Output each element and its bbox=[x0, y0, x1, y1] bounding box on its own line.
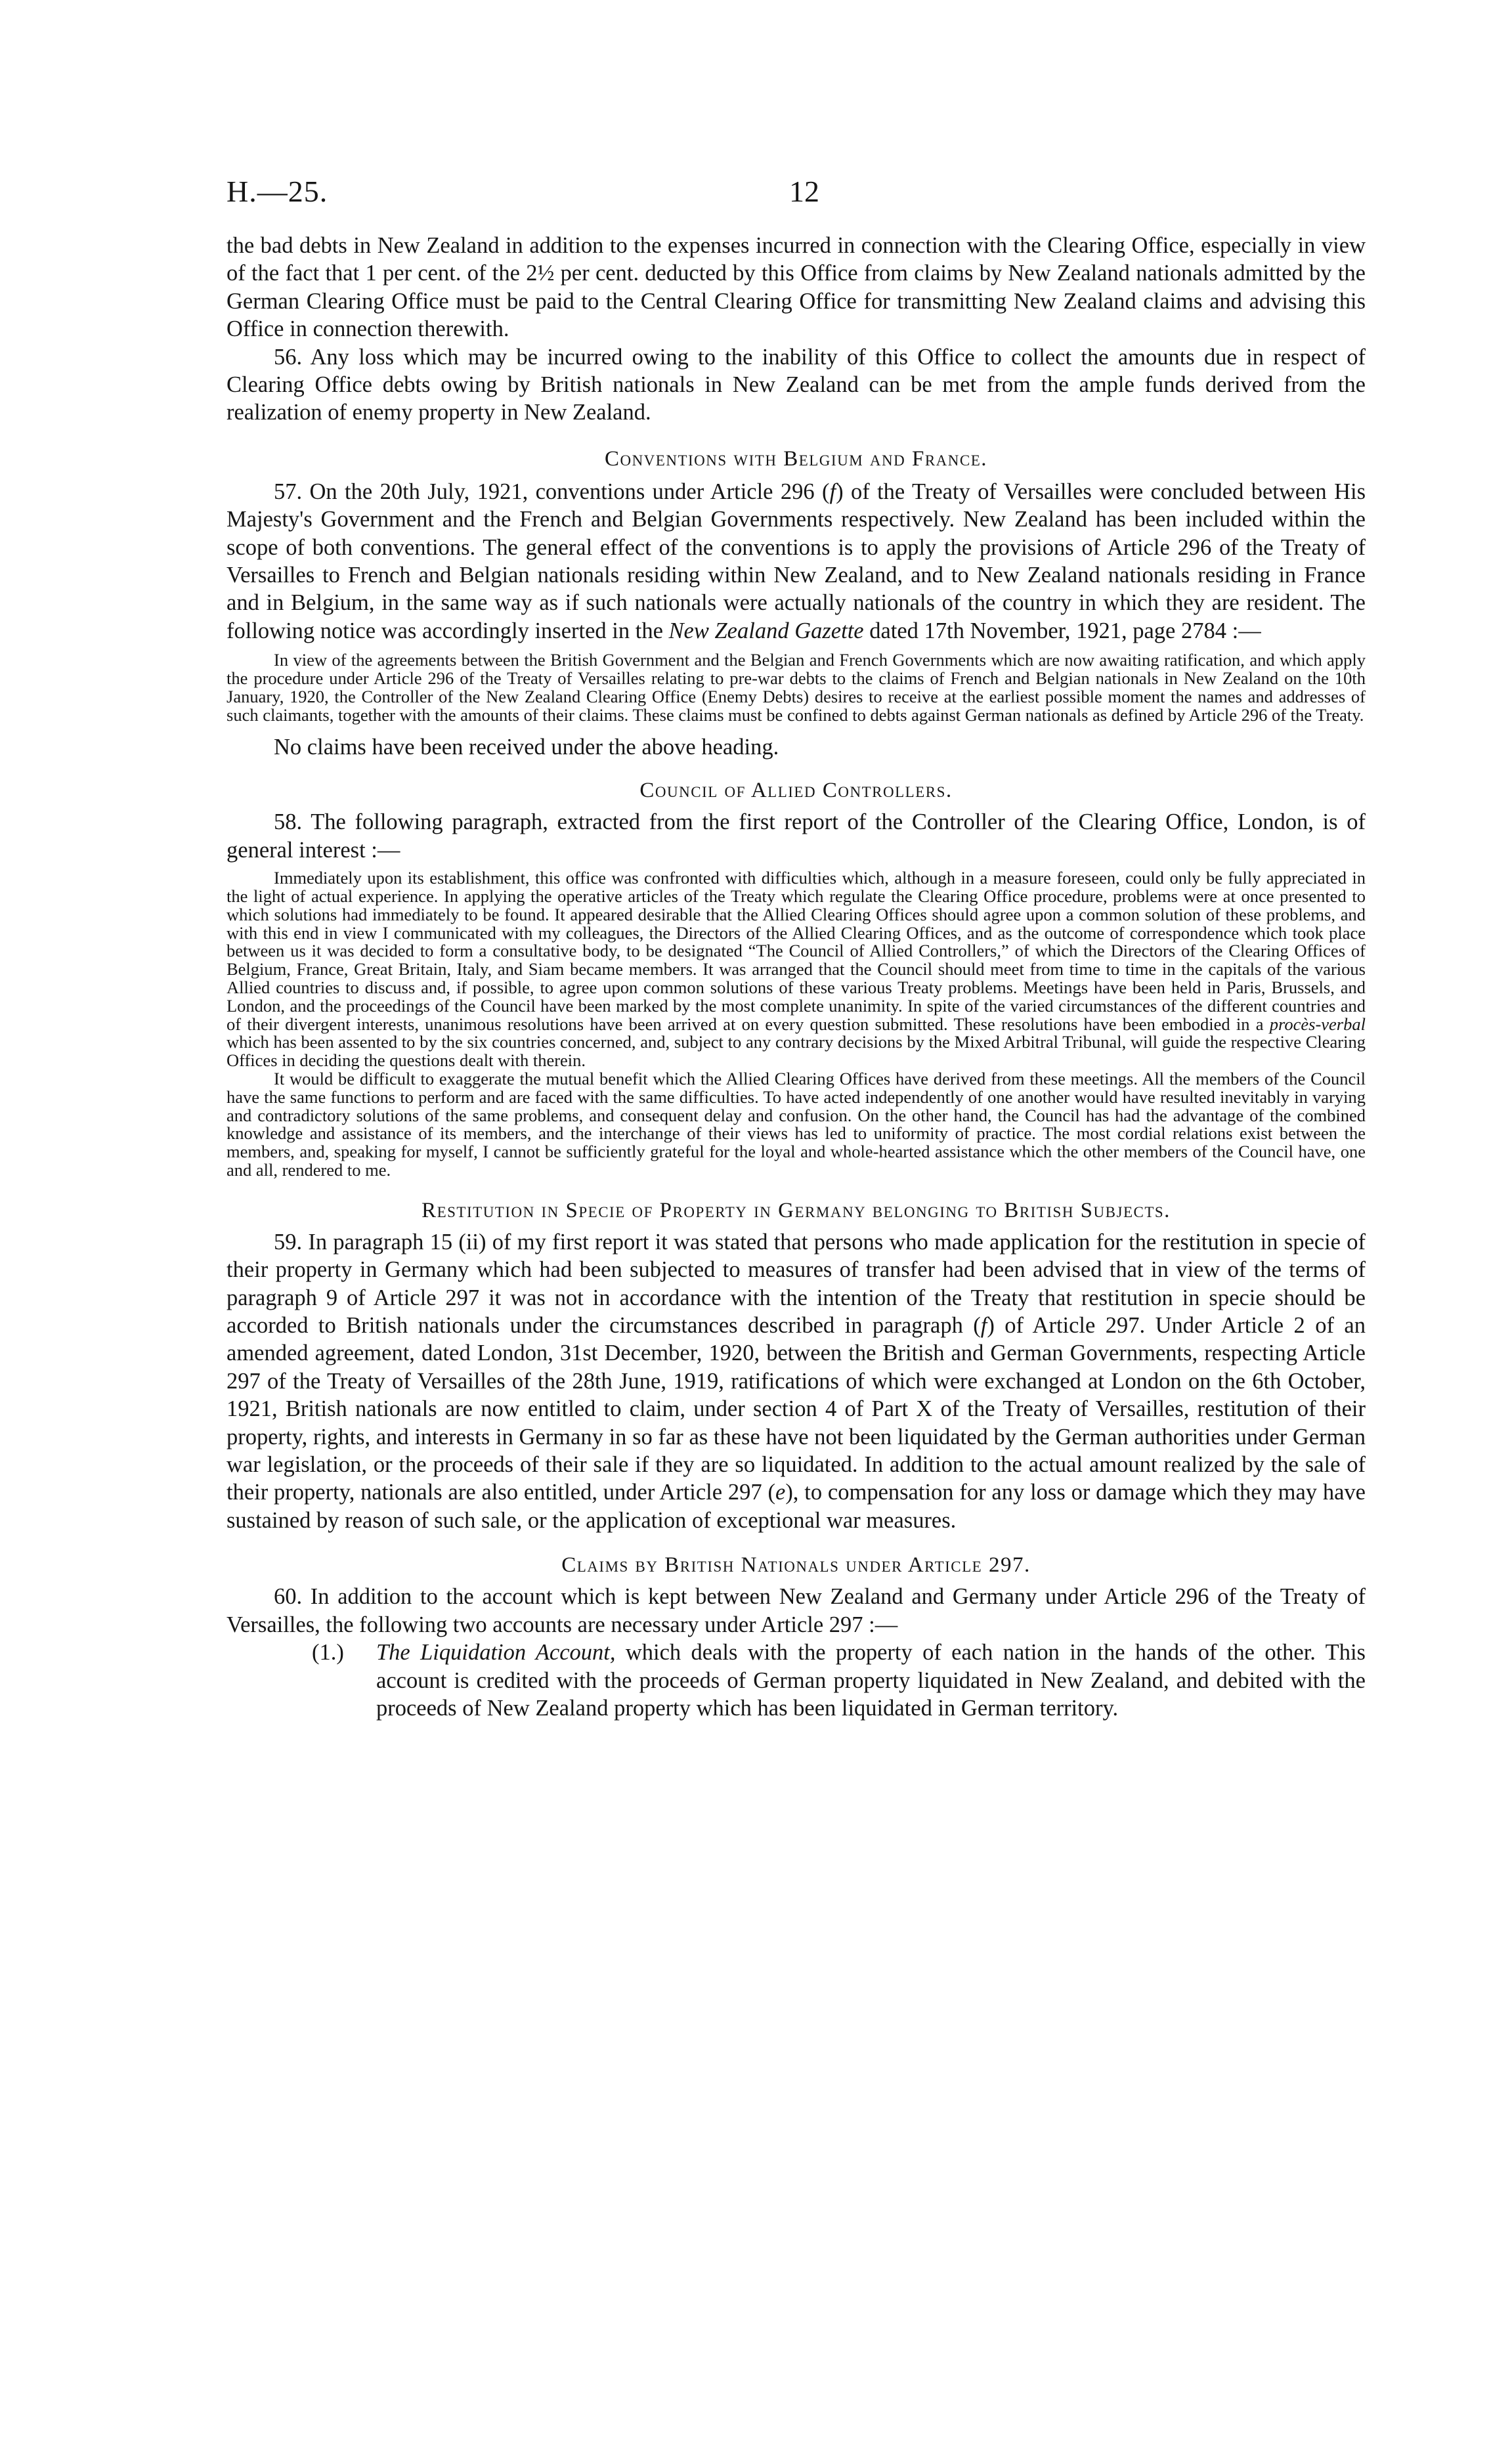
quote-text: Immediately upon its establishment, this office was confronted with difficulties which, although in a measure foreseen, could only be fully appreciated in the light of actual experience. In applying the operative articles of the Treaty which regulate the Clearing Office procedure, problems were at once presented to which solutions had immediately to be found. It appeared desirable that the Allied Clearing Offices should agree upon a common solution of these problems, and with this end in view I communicated with my colleagues, the Directors of the Allied Clearing Offices, and as the outcome of correspondence which took place between us it was decided to form a consultative body, to be designated “The Council of Allied Controllers,” of which the Directors of the Clearing Offices of Belgium, France, Great Britain, Italy, and Siam became members. It was arranged that the Council should meet from time to time in the capitals of the various Allied countries to discuss and, if possible, to agree upon common solutions of these various Treaty problems. Meetings have been held in Paris, Brussels, and London, and the proceedings of the Council have been marked by the most complete unanimity. In spite of the varied circumstances of the different countries and of their divergent interests, unanimous resolutions have been arrived at on every question submitted. These resolutions have been embodied in a bbox=[227, 868, 1366, 1034]
list-item-text: which deals with the property of each nation in the hands of the other. This account is credited with the proceeds of German property liquidated in New Zealand, and debited with the proceeds of New Zealand property which has been liquidated in German territory. bbox=[376, 1640, 1366, 1721]
paragraph-text: ) of Article 297. Under Article 2 of an amended agreement, dated London, 31st December, 1920, between the British and German Governments, respecting Article 297 of the Treaty of Versailles of the 28th June, 1919, ratifications of which were exchanged at London on the 6th October, 1921, British nationals are now entitled to claim, under section 4 of Part X of the Treaty of Versailles, restitution of their property, rights, and interests in Germany in so far as these have not been liquidated by the German authorities under German war legislation, or the proceeds of their sale if they are so liquidated. In addition to the actual amount realized by the sale of their property, nationals are also entitled, under Article 297 ( bbox=[227, 1313, 1366, 1505]
fraction: 2½ bbox=[526, 261, 555, 286]
heading-council: Council of Allied Controllers. bbox=[639, 779, 953, 803]
page-header bbox=[227, 174, 1366, 220]
quote-controller-report-1 bbox=[227, 869, 1366, 1070]
list-item-label: (1.) bbox=[312, 1640, 344, 1666]
italic-letter: e bbox=[775, 1480, 786, 1505]
paragraph-text: the bad debts in New Zealand in addition to the expenses incurred in connection with the Clearing Office, especially in view of the fact that 1 per cent. of the bbox=[227, 233, 1366, 286]
paragraph-text: dated 17th November, 1921, page 2784 :— bbox=[863, 618, 1261, 643]
paragraph-text: ) of the Treaty of Versailles were concluded between His Majesty's Government and the French and Belgian Governments respectively. New Zealand has been included within the scope of both conventions. The general effect of the conventions is to apply the provisions of Article 296 of the Treaty of Versailles to French and Belgian nationals residing within New Zealand, and to New Zealand nationals residing in France and in Belgium, in the same way as if such nationals were actually nationals of the country in which they are resident. The following notice was accordingly inserted in the bbox=[227, 479, 1366, 643]
gazette-title: New Zealand Gazette bbox=[668, 618, 864, 643]
paragraph-text: per cent. deducted by this Office from claims by New Zealand nationals admitted by the German Clearing Office must be paid to the Central Clearing Office for transmitting New Zealand claims and advising this Office in connection therewith. bbox=[227, 261, 1366, 342]
list-item-title: The Liquidation Account, bbox=[376, 1640, 616, 1666]
list-item-liquidation-account bbox=[227, 1639, 1366, 1722]
no-claims-note: No claims have been received under the above heading. bbox=[274, 735, 779, 760]
paragraph-58: 58. The following paragraph, extracted from the first report of the Controller of the Clearing Office, London, is of general interest :— bbox=[227, 809, 1366, 863]
paragraph-continued bbox=[227, 232, 1366, 343]
italic-letter: f bbox=[980, 1313, 987, 1339]
page-body bbox=[227, 232, 1366, 1722]
quote-text: which has been assented to by the six countries concerned, and, subject to any contrary decisions by the Mixed Arbitral Tribunal, will guide the respective Clearing Offices in deciding the questions dealt with therein. bbox=[227, 1032, 1366, 1071]
heading-restitution: Restitution in Specie of Property in Germany belonging to British Subjects. bbox=[421, 1198, 1171, 1222]
italic-term: procès-verbal bbox=[1269, 1014, 1366, 1034]
paragraph-text: ), to compensation for any loss or damage which they may have sustained by reason of such sale, or the application of exceptional war measures. bbox=[227, 1480, 1366, 1533]
quote-gazette-notice: In view of the agreements between the British Government and the Belgian and French Governments which are now awaiting ratification, and which apply the procedure under Article 296 of the Treaty of Versailles relating to pre-war debts to the claims of French and Belgian nationals in New Zealand on the 10th January, 1920, the Controller of the New Zealand Clearing Office (Enemy Debts) desires to receive at the earliest possible moment the names and addresses of such claimants, together with the amounts of their claims. These claims must be confined to debts against German nationals as defined by Article 296 of the Treaty. bbox=[227, 650, 1366, 725]
heading-conventions: Conventions with Belgium and France. bbox=[604, 446, 988, 471]
paragraph-text: 59. In paragraph 15 (ii) of my first report it was stated that persons who made application for the restitution in specie of their property in Germany which had been subjected to measures of transfer had been advised that in view of the terms of paragraph 9 of Article 297 it was not in accordance with the intention of the Treaty that restitution in specie should be accorded to British nationals under the circumstances described in paragraph ( bbox=[227, 1229, 1366, 1339]
paragraph-59 bbox=[227, 1228, 1366, 1534]
heading-claims: Claims by British Nationals under Article 297. bbox=[561, 1553, 1031, 1578]
italic-letter: f bbox=[829, 479, 836, 504]
paragraph-60: 60. In addition to the account which is kept between New Zealand and Germany under Article 296 of the Treaty of Versailles, the following two accounts are necessary under Article 297 :— bbox=[227, 1584, 1366, 1637]
paragraph-57 bbox=[227, 478, 1366, 645]
paragraph-text: 57. On the 20th July, 1921, conventions under Article 296 ( bbox=[274, 479, 830, 504]
document-reference: H.—25. bbox=[227, 175, 328, 208]
quote-controller-report-2: It would be difficult to exaggerate the mutual benefit which the Allied Clearing Offices have derived from these meetings. All the members of the Council have the same functions to perform and are faced with the same difficulties. To have acted independently of one another would have resulted inevitably in varying and contradictory solutions of the same problems, and consequent delay and confusion. On the other hand, the Council has had the advantage of the combined knowledge and assistance of its members, and the interchange of their views has led to uniformity of practice. The most cordial relations exist between the members, and, speaking for myself, I cannot be sufficiently grateful for the loyal and whole-hearted assistance which the other members of the Council have, one and all, rendered to me. bbox=[227, 1069, 1366, 1180]
page-number: 12 bbox=[789, 175, 819, 208]
paragraph-56: 56. Any loss which may be incurred owing to the inability of this Office to collect the amounts due in respect of Clearing Office debts owing by British nationals in New Zealand can be met from the ample funds derived from the realization of enemy property in New Zealand. bbox=[227, 344, 1366, 425]
